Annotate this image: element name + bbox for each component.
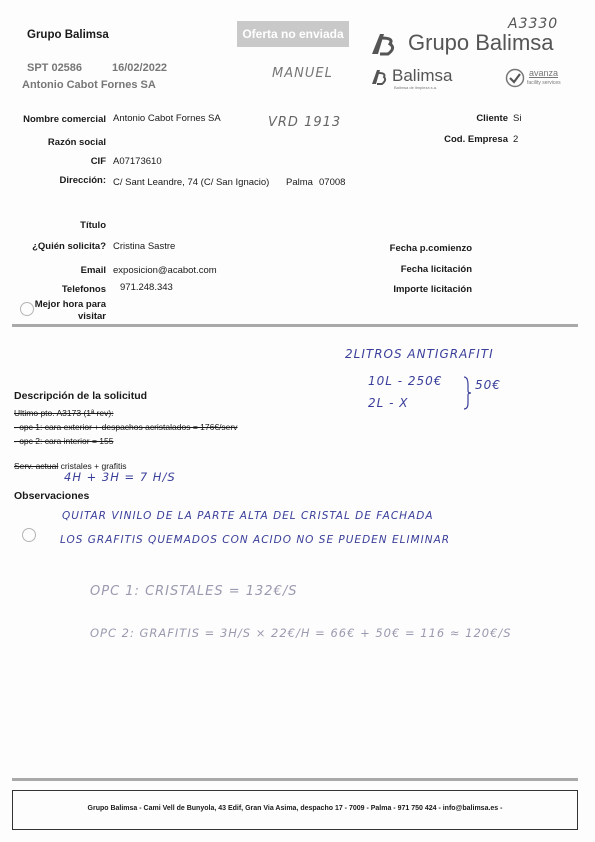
- telefonos-label: Telefonos: [61, 284, 106, 295]
- mejor-hora-label: Mejor hora para visitar: [34, 299, 106, 322]
- direccion-value: C/ Sant Leandre, 74 (C/ San Ignacio): [113, 177, 270, 188]
- observaciones-pencil-line-2: OPC 2: GRAFITIS = 3H/S × 22€/H = 66€ + 50€ = 116 ≈ 120€/S: [90, 626, 512, 640]
- spt-code: SPT 02586: [27, 62, 83, 74]
- descripcion-title: Descripción de la solicitud: [14, 390, 148, 402]
- section-divider-top: [12, 324, 578, 327]
- observaciones-hand-line-2: LOS GRAFITIS QUEMADOS CON ACIDO NO SE PUEDEN ELIMINAR: [60, 534, 451, 546]
- cliente-value: Si: [513, 113, 522, 124]
- avanza-text: avanza: [529, 68, 559, 78]
- cliente-label: Cliente: [476, 113, 508, 124]
- hand-note-50: 50€: [475, 378, 501, 392]
- direccion-label: Dirección:: [59, 175, 106, 186]
- status-badge: Oferta no enviada: [237, 21, 349, 47]
- logo-sub-text: Balimsa: [392, 66, 453, 85]
- grupo-balimsa-logo: [368, 28, 573, 58]
- footer-text: Grupo Balimsa - Cami Vell de Bunyola, 43 Edif, Gran Via Asima, despacho 17 - 7009 - Palma - 971 750 424 - info@balimsa.es -: [87, 805, 503, 812]
- servicio-actual-text: cristales + grafitis: [58, 461, 127, 471]
- email-label: Email: [80, 265, 106, 276]
- handwritten-offer-code: A3330: [508, 16, 559, 32]
- telefonos-value: 971.248.343: [120, 282, 173, 293]
- cif-label: CIF: [90, 156, 106, 167]
- importe-licitacion-label: Importe licitación: [393, 284, 472, 295]
- hand-note-10l: 10L - 250€: [368, 374, 443, 388]
- observaciones-hand-line-1: QUITAR VINILO DE LA PARTE ALTA DEL CRISTAL DE FACHADA: [62, 510, 434, 522]
- nombre-comercial-label: Nombre comercial: [23, 114, 106, 125]
- hand-hours-note: 4H + 3H = 7 H/S: [64, 470, 176, 484]
- balimsa-small-b-icon: [370, 68, 388, 86]
- quien-solicita-label: ¿Quién solicita?: [32, 241, 106, 252]
- descripcion-line-1: Ultimo pto. A3173 (1ª rev):: [14, 408, 114, 418]
- titulo-label: Título: [80, 220, 106, 231]
- hand-note-2l: 2L - X: [368, 396, 409, 410]
- nombre-comercial-value: Antonio Cabot Fornes SA: [113, 113, 221, 124]
- servicio-actual-struck: Serv. actual: [14, 461, 59, 471]
- section-divider-bottom: [12, 778, 578, 781]
- ciudad-value: Palma: [286, 177, 313, 188]
- descripcion-line-2: - opc 1: cara exterior + despachos acristalados = 176€/serv: [14, 422, 238, 432]
- logo-sub-tagline: Balimsa de limpieza s.a.: [394, 85, 438, 90]
- fecha-comienzo-label: Fecha p.comienzo: [389, 243, 472, 254]
- avanza-tagline: facility services: [527, 80, 561, 86]
- avanza-logo: [505, 66, 570, 92]
- cod-empresa-label: Cod. Empresa: [444, 134, 508, 145]
- hand-brace-icon: [462, 375, 472, 411]
- descripcion-line-3: - opc 2: cara interior = 155: [14, 436, 114, 446]
- cif-value: A07173610: [113, 156, 162, 167]
- balimsa-sub-logo: [370, 66, 480, 92]
- avanza-check-icon: [505, 68, 525, 88]
- quien-solicita-value: Cristina Sastre: [113, 241, 176, 252]
- balimsa-b-logo-icon: [368, 30, 398, 58]
- observaciones-radio[interactable]: [22, 528, 36, 542]
- company-title: Grupo Balimsa: [27, 29, 109, 41]
- observaciones-pencil-line-1: OPC 1: CRISTALES = 132€/S: [90, 584, 298, 599]
- cod-empresa-value: 2: [513, 134, 519, 145]
- client-name-heading: Antonio Cabot Fornes SA: [22, 79, 156, 91]
- razon-social-label: Razón social: [47, 137, 106, 148]
- email-value: exposicion@acabot.com: [113, 265, 217, 276]
- hand-note-antigrafiti: 2LITROS ANTIGRAFITI: [345, 347, 494, 361]
- request-date: 16/02/2022: [112, 62, 168, 74]
- handwritten-manager: MANUEL: [272, 66, 333, 81]
- handwritten-client-ref: VRD 1913: [268, 115, 342, 130]
- fecha-licitacion-label: Fecha licitación: [400, 264, 472, 275]
- logo-main-text: Grupo Balimsa: [408, 30, 554, 55]
- cp-value: 07008: [319, 177, 346, 188]
- observaciones-title: Observaciones: [14, 490, 90, 502]
